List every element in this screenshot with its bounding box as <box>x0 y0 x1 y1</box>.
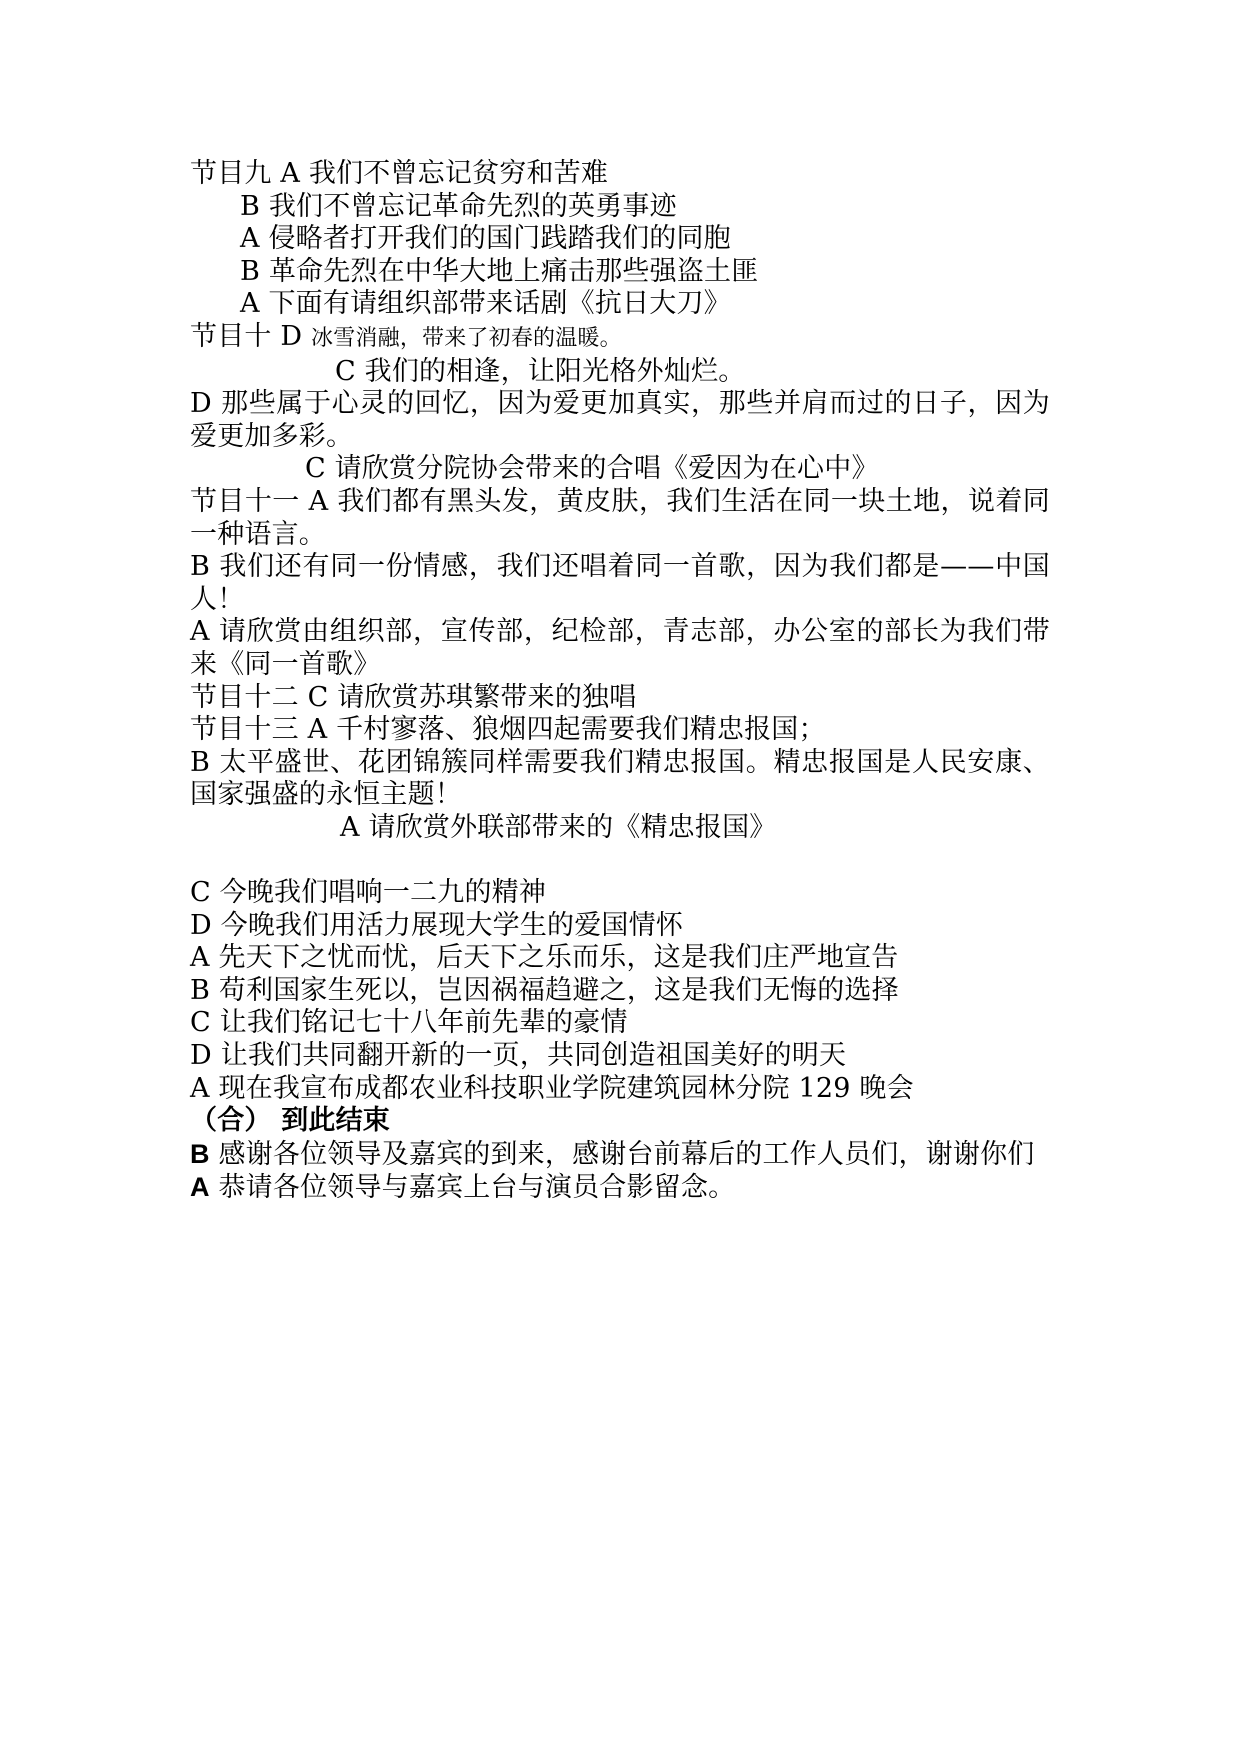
closing-line-9 <box>190 1138 1050 1172</box>
program-label: 节目十一 <box>190 485 309 517</box>
speaker-line: C 请欣赏苏琪繁带来的独唱 <box>307 681 637 713</box>
program-eleven-line-3: A 请欣赏由组织部，宣传部，纪检部，青志部，办公室的部长为我们带来《同一首歌》 <box>190 616 1050 680</box>
program-eleven-line-1 <box>190 486 1050 551</box>
program-label: 节目十三 <box>190 714 308 746</box>
program-thirteen-line-3: A 请欣赏外联部带来的《精忠报国》 <box>340 811 777 843</box>
speaker-line: A 我们都有黑头发，黄皮肤，我们生活在同一块土地，说着同一种语言。 <box>190 485 1050 550</box>
speaker-line: A 我们不曾忘记贫穷和苦难 <box>280 158 609 189</box>
program-thirteen-line-2: B 太平盛世、花团锦簇同样需要我们精忠报国。精忠报国是人民安康、国家强盛的永恒主题！ <box>190 746 1050 811</box>
closing-line-1: C 今晚我们唱响一二九的精神 <box>190 877 547 909</box>
closing-line-4: B 苟利国家生死以，岂因祸福趋避之，这是我们无悔的选择 <box>190 974 899 1006</box>
program-nine-line-3: A 侵略者打开我们的国门践踏我们的同胞 <box>240 223 731 255</box>
speaker-line: A 千村寥落、狼烟四起需要我们精忠报国； <box>307 714 826 746</box>
photo-text: 恭请各位领导与嘉宾上台与演员合影留念。 <box>209 1172 736 1204</box>
speaker-letter: B <box>190 1138 210 1169</box>
program-twelve-line-1 <box>190 682 1050 715</box>
closing-line-7: A 现在我宣布成都农业科技职业学院建筑园林分院 129 晚会 <box>190 1072 914 1104</box>
program-thirteen-line-1 <box>190 714 1050 747</box>
program-label: 节目九 <box>190 158 281 189</box>
program-ten-line-3: D 那些属于心灵的回忆，因为爱更加真实，那些并肩而过的日子，因为爱更加多彩。 <box>190 388 1050 452</box>
program-label: 节目十 <box>190 320 281 352</box>
program-nine-line-5: A 下面有请组织部带来话剧《抗日大刀》 <box>240 288 731 320</box>
closing-line-2: D 今晚我们用活力展现大学生的爱国情怀 <box>190 909 684 941</box>
program-nine-line-2: B 我们不曾忘记革命先烈的英勇事迹 <box>240 190 677 222</box>
program-nine-line-1 <box>190 158 1050 191</box>
closing-line-6: D 让我们共同翻开新的一页，共同创造祖国美好的明天 <box>190 1040 847 1072</box>
program-ten-line-4: C 请欣赏分院协会带来的合唱《爱因为在心中》 <box>305 453 879 485</box>
spacer <box>190 844 1050 877</box>
program-ten-line-2: C 我们的相逢，让阳光格外灿烂。 <box>335 355 746 387</box>
program-label: 节目十二 <box>190 681 308 713</box>
thanks-text: 感谢各位领导及嘉宾的到来，感谢台前幕后的工作人员们，谢谢你们 <box>209 1138 1035 1170</box>
program-ten-line-1 <box>190 321 1050 356</box>
speaker-letter: D <box>280 320 312 352</box>
program-nine-line-4: B 革命先烈在中华大地上痛击那些强盗土匪 <box>240 255 759 287</box>
closing-line-10 <box>190 1171 1050 1205</box>
closing-line-3: A 先天下之忧而忧，后天下之乐而乐，这是我们庄严地宣告 <box>190 942 899 974</box>
speaker-letter: A <box>190 1172 210 1203</box>
program-eleven-line-2: B 我们还有同一份情感，我们还唱着同一首歌，因为我们都是——中国人！ <box>190 551 1050 615</box>
speaker-line: 冰雪消融，带来了初春的温暖。 <box>311 325 622 351</box>
closing-line-5: C 让我们铭记七十八年前先辈的豪情 <box>190 1007 628 1039</box>
closing-line-8: （合） 到此结束 <box>190 1105 390 1137</box>
script-text <box>190 158 1050 1205</box>
